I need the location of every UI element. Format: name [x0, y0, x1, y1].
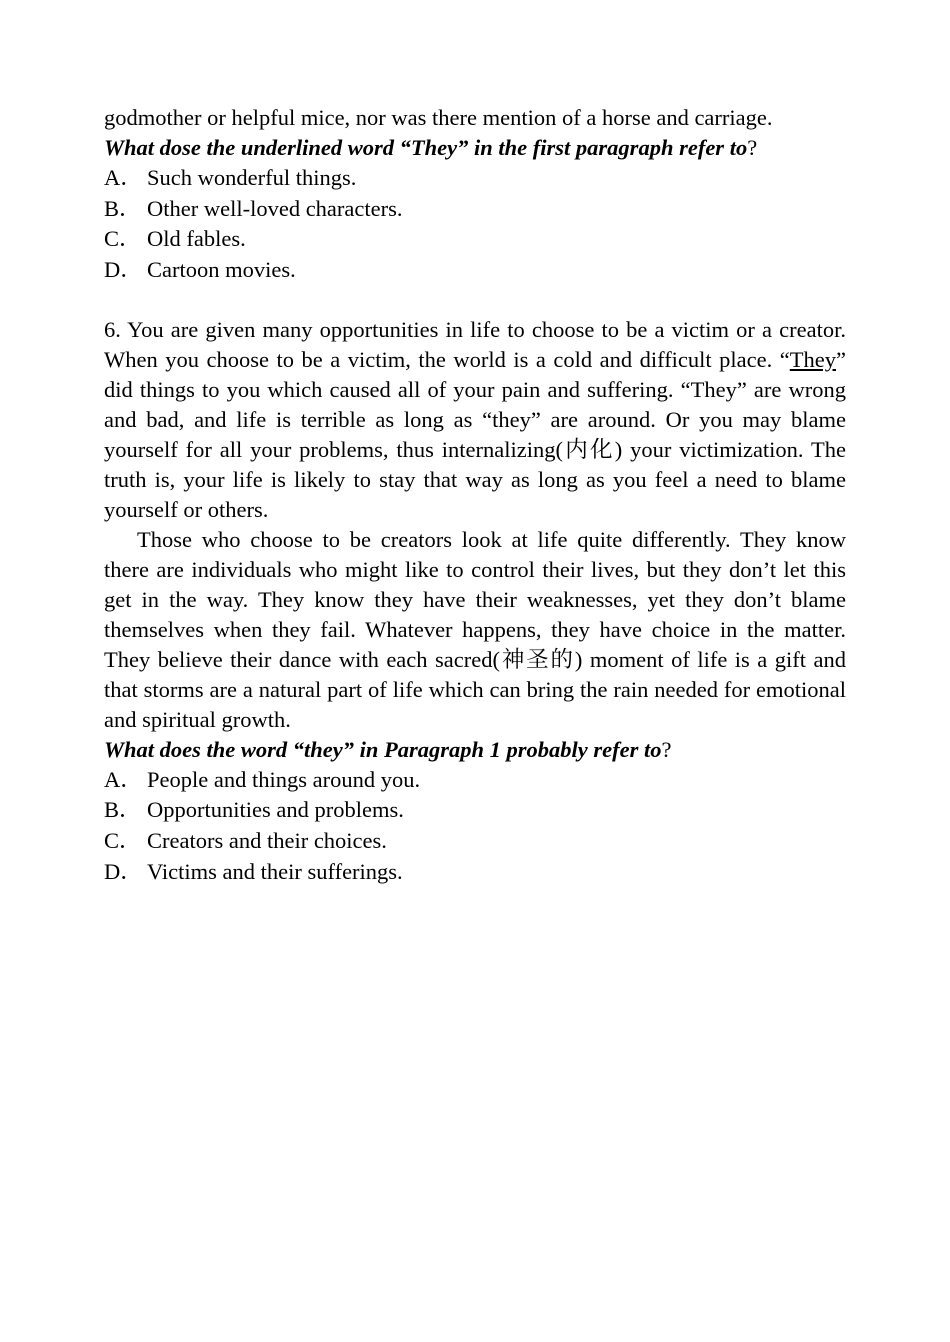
- question-5-mark: ?: [747, 135, 758, 160]
- option-6a[interactable]: [104, 765, 846, 796]
- passage-6-p1-start: 6. You are given many opportunities in life to choose to be a victim or a creator. When you choose to be a victim, the world is a cold and difficult place. “: [104, 316, 846, 372]
- option-text: Old fables.: [147, 226, 246, 252]
- option-text: Cartoon movies.: [147, 257, 296, 283]
- question-6-options: [104, 765, 846, 888]
- option-5a[interactable]: [104, 163, 846, 194]
- option-6d[interactable]: [104, 857, 846, 888]
- question-5-options: [104, 163, 846, 286]
- section-gap: [104, 286, 846, 315]
- option-letter: C．: [104, 828, 142, 854]
- passage-6-paragraph-1: [104, 315, 846, 525]
- question-6-mark: ?: [661, 736, 672, 762]
- question-6: [104, 735, 846, 765]
- option-letter: C．: [104, 226, 142, 252]
- question-5-text: What dose the underlined word “They” in the first paragraph refer: [104, 135, 730, 160]
- option-letter: B．: [104, 195, 142, 221]
- option-5c[interactable]: [104, 224, 846, 255]
- option-6b[interactable]: [104, 795, 846, 826]
- option-letter: A．: [104, 165, 143, 190]
- underlined-word-they: They: [789, 346, 836, 372]
- option-5b[interactable]: [104, 194, 846, 225]
- passage-5-tail: godmother or helpful mice, nor was there mention of a horse and carriage.: [104, 105, 773, 130]
- passage-6-paragraph-2: Those who choose to be creators look at life quite differently. They know there are individuals who might like to control their lives, but they don’t let this get in the way. They know they have their weaknesses, yet they don’t blame themselves when they fail. Whatever happens, they have choice in the matter. They believe their dance with each sacred(神圣的) moment of life is a gift and that storms are a natural part of life which can bring the rain needed for emotional and spiritual growth.: [104, 526, 846, 732]
- document-page: [104, 103, 846, 888]
- option-text: Victims and their sufferings.: [147, 858, 403, 884]
- option-letter: B．: [104, 797, 142, 823]
- option-letter: A．: [104, 766, 143, 792]
- option-text: People and things around you.: [147, 766, 421, 792]
- question-5-text-end: to: [729, 135, 748, 160]
- passage-6-p1-rest: ” did things to you which caused all of your pain and suffering. “They” are wrong and bad, and life is terrible as long as “they” are around. Or you may blame yourself for all your problems, thus internalizing(内化) your victimization. The truth is, your life is likely to stay that way as long as you feel a need to blame yourself or others.: [104, 346, 846, 522]
- option-text: Other well-loved characters.: [147, 195, 403, 221]
- option-letter: D．: [104, 257, 143, 283]
- option-5d[interactable]: [104, 255, 846, 286]
- option-text: Creators and their choices.: [147, 828, 387, 854]
- option-6c[interactable]: [104, 826, 846, 857]
- option-text: Opportunities and problems.: [147, 797, 404, 823]
- question-5: [104, 133, 846, 163]
- option-letter: D．: [104, 858, 143, 884]
- question-6-text: What does the word “they” in Paragraph 1 probably refer to: [104, 736, 662, 762]
- option-text: Such wonderful things.: [147, 165, 357, 190]
